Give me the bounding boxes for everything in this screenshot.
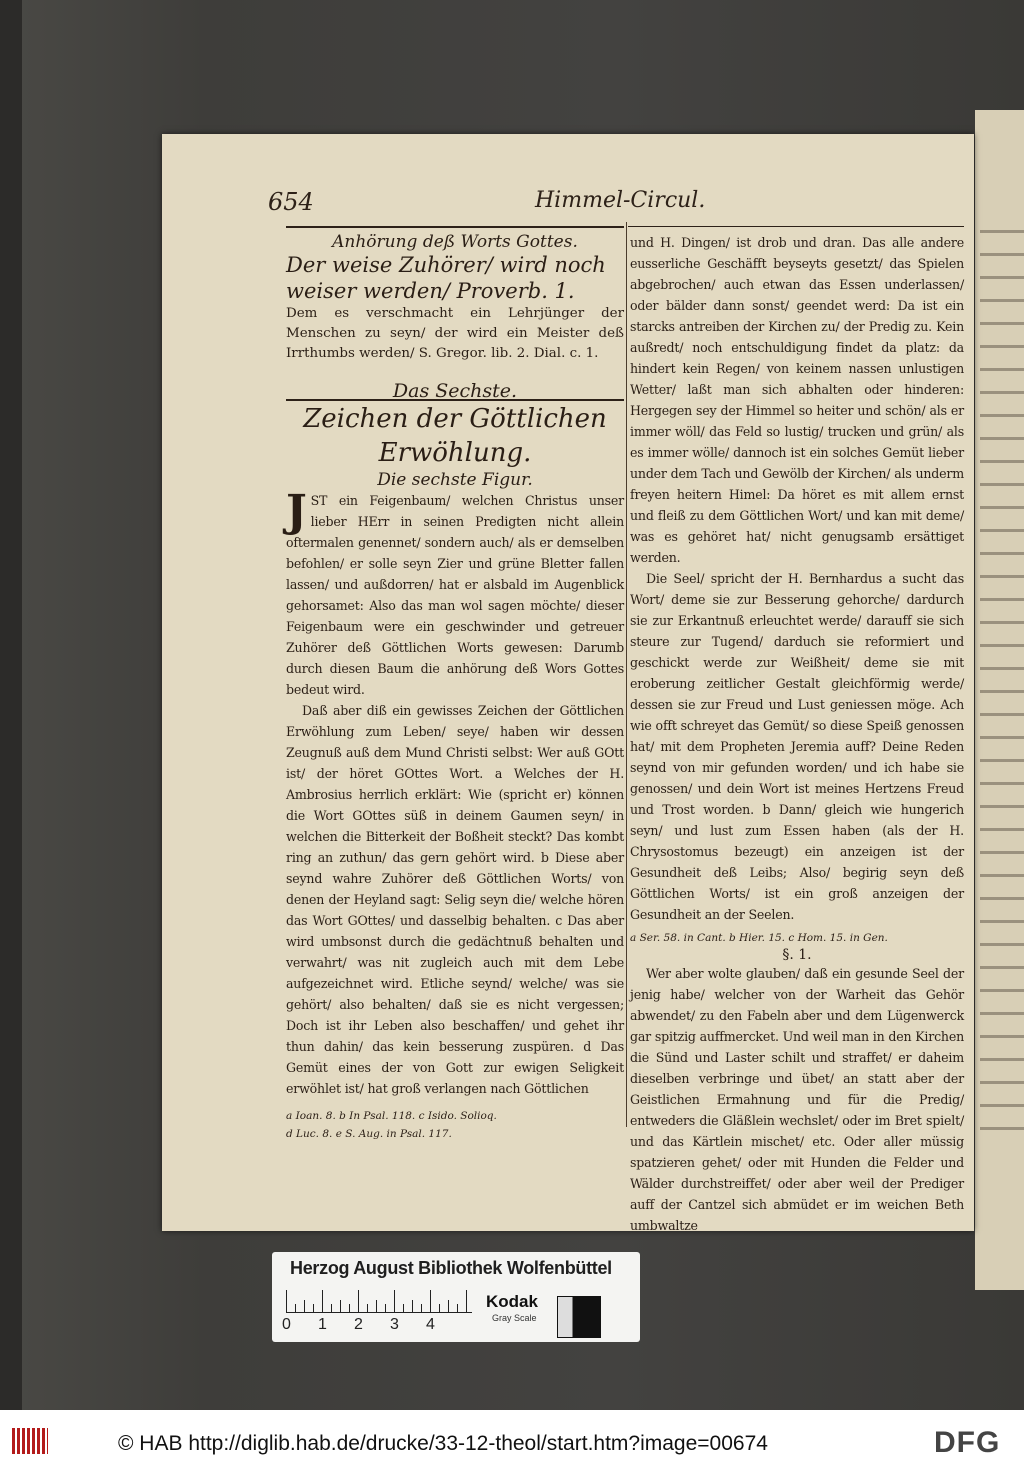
paragraph-mark: §. 1. [782, 947, 812, 963]
paragraph-bernhardus: Die Seel/ spricht der H. Bernhardus a sucht das Wort/ deme sie zur Besserung gehorche/ dardurch sie zur Erkantnuß erleuchtet werde/ darauff sie sich steure zur Tugend/ darduch sie reformiert und geschickt werde zur Weißheit/ deme sie mit eroberung zeitlicher Gestalt gleichförmig werde/ dessen sie zur Freud und Lust geniessen möge. Ach wie offt schreyet das Gemüt/ so diese Speiß genossen hat/ mit dem Propheten Jeremia auff? Deine Reden seynd von mir gefunden worden/ und ich habe sie genossen/ und dein Wort ist meines Hertzens Freud und Trost worden. b Dann/ gleich wie hungerich seyn/ und lust zum Essen haben (als der H. Chrysostomus bezeugt) ein anzeigen ist der Gesundheit deß Leibs; Also/ begirig seyn deß Göttlichen Worts/ ist ein groß anzeigen der Gesundheit an der Seelen. [630, 571, 964, 922]
ruler-label-2: 2 [354, 1316, 363, 1333]
scan-edge-strip [0, 0, 22, 1410]
hab-logo-icon [12, 1428, 48, 1454]
ruler-label-3: 3 [390, 1316, 399, 1333]
figure-label: Die sechste Figur. [377, 470, 533, 490]
ruler-label-4: 4 [426, 1316, 435, 1333]
footer-copyright-link[interactable]: © HAB http://diglib.hab.de/drucke/33-12-theol/start.htm?image=00674 [118, 1432, 768, 1455]
ruler-label-1: 1 [318, 1316, 327, 1333]
adjacent-page-text-lines [980, 220, 1024, 1140]
kodak-subtitle: Gray Scale [492, 1313, 537, 1323]
library-name: Herzog August Bibliothek Wolfenbüttel [290, 1258, 612, 1278]
paragraph-feigenbaum-text: ST ein Feigenbaum/ welchen Christus unser lieber HErr in seinen Predigten nicht allein oftermalen genennet/ sondern auch/ als er demselben befohlen/ er solle seyn Zier und grüne Bletter fallen lassen/ und außdorren/ hat er alsbald im Augenblick gehorsamet: Also das man wol sagen möchte/ dieser Feigenbaum were ein geschwinder und getreuer Zuhörer deß Göttlichen Worts gewesen: Darumb durch diesen Baum die anhörung deß Wors Gottes bedeut wird. [286, 493, 624, 697]
running-title: Himmel-Circul. [535, 188, 706, 213]
ruler-label-0: 0 [282, 1316, 291, 1333]
gregory-quote: Dem es verschmacht ein Lehrjünger der Menschen zu seyn/ der wird ein Meister deß Irrthumbs werden/ S. Gregor. lib. 2. Dial. c. 1. [286, 306, 624, 361]
header-rule-left [286, 226, 624, 228]
paragraph-continued: und H. Dingen/ ist drob und dran. Das alle andere eusserliche Geschäfft beyseyts gesetzt/ das Spielen abgebrochen/ auch etwan das Essen underlassen/ oder bälder dann sonst/ geendet werd: Da ist ein starcks antreiben der Kirchen zu/ der Predig zu. Kein außredt/ noch entschuldigung findet da platz: da hindert kein Regen/ von keinem nassen unlustigen Wetter/ laßt man sich abhalten oder hinderen: Hergegen sey der Himmel so heiter und schön/ als er immer wöll/ das Feld so lustig/ trucken und grün/ als es immer wölle/ dannoch ist ein solches Gemüt lieber under dem Tach und Gewölb der Kirchen/ als underm freyen heitern Himel: Da höret es mit allem ernst und fleiß zu dem Göttlichen Wort/ und kan mit deme/ was es gehöret hat/ nicht genugsamb ersättiget werden. [630, 235, 964, 565]
section-heading: Anhörung deß Worts Gottes. [332, 232, 578, 252]
chapter-label: Das Sechste. [392, 380, 518, 402]
drop-cap: J [286, 486, 307, 537]
footnotes-right: a Ser. 58. in Cant. b Hier. 15. c Hom. 15. in Gen. [630, 932, 888, 944]
column-divider [626, 222, 627, 1127]
paragraph-feigenbaum [286, 486, 624, 700]
paragraph-zeichen: Daß aber diß ein gewisses Zeichen der Göttlichen Erwöhlung zum Leben/ seye/ haben wir dessen Zeugnuß auß dem Mund Christi selbst: Wer auß GOtt ist/ der höret GOttes Wort. a Welches der H. Ambrosius herrlich erklärt: Wie (spricht er) können die Wort GOttes süß in deinem Gaumen seyn/ in welchen die Bitterkeit der Boßheit steckt? Das kombt ring an zuthun/ das gern gehört wird. b Diese aber seynd wahre Zuhörer deß Göttlichen Worts/ von denen der Heyland sagt: Selig seyn die/ welche hören das Wort GOttes/ und dasselbig behalten. c Das aber wird umbsonst durch die gedächtnuß behalten und verwahrt/ was nit zugleich auch mit dem Lebe aufgezeichnet wird. Etliche seynd/ welche/ was sie gehört/ also behalten/ daß sie es nicht vergessen; Doch ist ihr Leben also beschaffen/ und gehet ihr thun dahin/ das kein besserung zuspüren. d Das Gemüt eines der von Gott zur ewigen Seligkeit erwöhlet ist/ hat groß verlangen nach Göttlichen [286, 703, 624, 1096]
page-number: 654 [268, 188, 314, 216]
scale-ruler [286, 1290, 472, 1313]
kodak-logo: Kodak [486, 1292, 538, 1311]
header-rule-right [628, 226, 964, 227]
dfg-logo: DFG [934, 1426, 1001, 1459]
footnotes-line-2: d Luc. 8. e S. Aug. in Psal. 117. [286, 1128, 452, 1140]
chapter-title: Zeichen der Göttlichen Erwöhlung. [303, 404, 607, 468]
left-column [286, 232, 624, 1143]
proverb-heading: Der weise Zuhörer/ wird noch weiser werden/ Proverb. 1. [286, 253, 606, 303]
right-column [630, 232, 964, 1236]
gray-scale-patch [557, 1296, 601, 1338]
footnotes-line-1: a Ioan. 8. b In Psal. 118. c Isido. Solioq. [286, 1110, 497, 1122]
paragraph-wer-aber: Wer aber wolte glauben/ daß ein gesunde Seel der jenig habe/ welcher von der Warheit das Gehör abwendet/ zu den Fabeln aber und dem Lügenwerck gar spitzig auffmercket. Und weil man in den Kirchen die Sünd und Laster schilt und straffet/ er daheim dieselben verbringe und übet/ an statt aber der Geistlichen Ermahnung und für die Predig/ entweders die Gläßlein wechslet/ oder im Bret spielt/ und das Kärtlein mischet/ etc. Oder aller müssig spatzieren gehet/ oder mit Hunden die Felder und Wälder durchstreiffet/ oder aber weil der Prediger auff der Cantzel sich abmüdet er im weichen Beth umbwaltze [630, 966, 964, 1233]
